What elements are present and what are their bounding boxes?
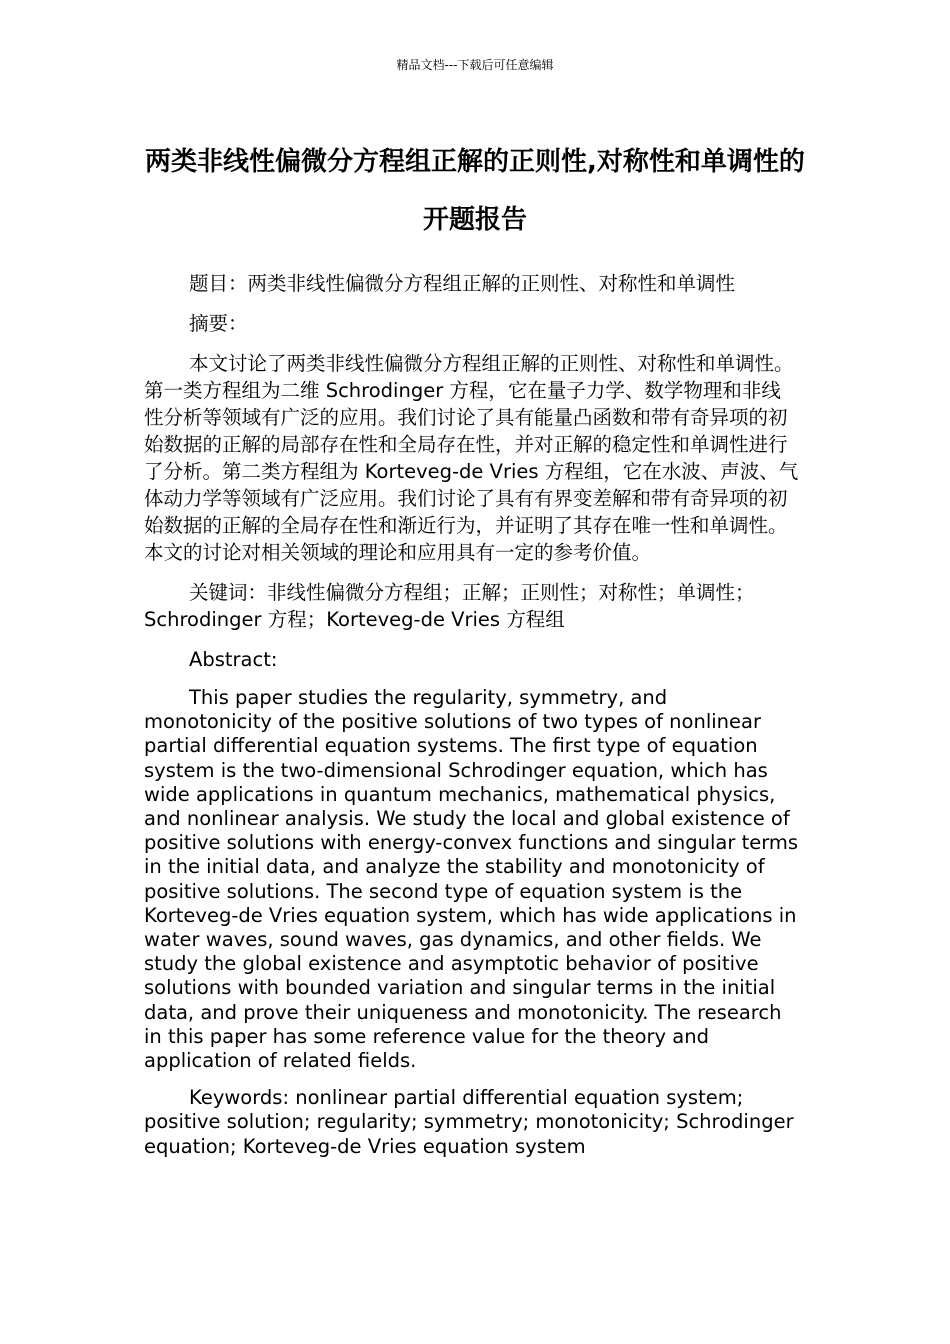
document-body <box>144 270 800 1172</box>
keywords-cn: 关键词：非线性偏微分方程组；正解；正则性；对称性；单调性；Schrodinger 方程；Korteveg-de Vries 方程组 <box>144 581 755 631</box>
abstract-cn-label: 摘要： <box>189 312 248 335</box>
abstract-cn-paragraph: 本文讨论了两类非线性偏微分方程组正解的正则性、对称性和单调性。第一类方程组为二维 Schrodinger 方程，它在量子力学、数学物理和非线性分析等领域有广泛的应用。我们讨论了具有能量凸函数和带有奇异项的初始数据的正解的局部存在性和全局存在性，并对正解的稳定性和单调性进行了分析。第二类方程组为 Korteveg-de Vries 方程组，它在水波、声波、气体动力学等领域有广泛应用。我们讨论了具有有界变差解和带有奇异项的初始数据的正解的全局存在性和渐近行为，并证明了其存在唯一性和单调性。本文的讨论对相关领域的理论和应用具有一定的参考价值。 <box>144 352 799 564</box>
header-note: 精品文档---下载后可任意编辑 <box>396 58 554 72</box>
abstract-en-label: Abstract: <box>189 648 278 671</box>
document-title: 两类非线性偏微分方程组正解的正则性,对称性和单调性的开题报告 <box>145 147 805 235</box>
keywords-en: Keywords: nonlinear partial differential equation system; positive solution; regularity; symmetry; monotonicity; Schrodinger equation; Korteveg-de Vries equation system <box>144 1086 794 1158</box>
abstract-en-paragraph: This paper studies the regularity, symmetry, and monotonicity of the positive solutions of two types of nonlinear partial differential equation systems. The first type of equation system is the two-dimensional Schrodinger equation, which has wide applications in quantum mechanics, mathematical physics, and nonlinear analysis. We study the local and global existence of positive solutions with energy-convex functions and singular terms in the initial data, and analyze the stability and monotonicity of positive solutions. The second type of equation system is the Korteveg-de Vries equation system, which has wide applications in water waves, sound waves, gas dynamics, and other fields. We study the global existence and asymptotic behavior of positive solutions with bounded variation and singular terms in the initial data, and prove their uniqueness and monotonicity. The research in this paper has some reference value for the theory and application of related fields. <box>144 686 799 1073</box>
topic-line: 题目：两类非线性偏微分方程组正解的正则性、对称性和单调性 <box>189 272 736 295</box>
